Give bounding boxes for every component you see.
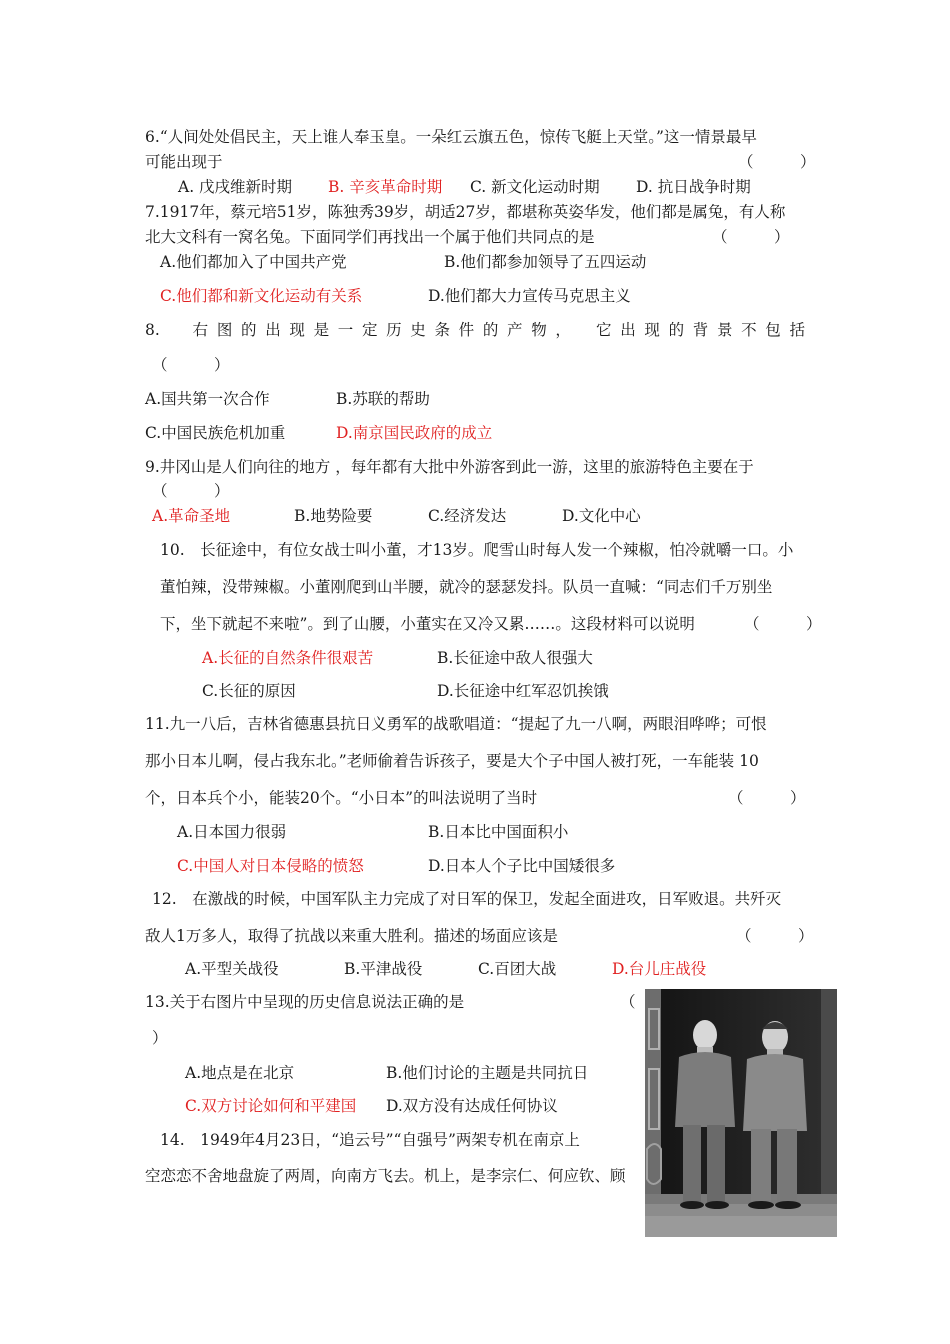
q13-option-b: B.他们讨论的主题是共同抗日 bbox=[386, 1064, 589, 1082]
q12-stem-line1: 12. 在激战的时候，中国军队主力完成了对日军的保卫，发起全面进攻，日军败退。共歼灭 bbox=[152, 890, 782, 908]
q6-option-d: D. 抗日战争时期 bbox=[636, 178, 751, 196]
q10-answer-paren: （ ） bbox=[744, 615, 822, 633]
q14-stem-line2: 空恋恋不舍地盘旋了两周，向南方飞去。机上，是李宗仁、何应钦、顾 bbox=[145, 1167, 626, 1185]
q12-option-b: B.平津战役 bbox=[344, 960, 423, 978]
q14-stem-line1: 14. 1949年4月23日，“追云号”“自强号”两架专机在南京上 bbox=[160, 1131, 580, 1149]
q8-stem-line1: 8. 右图的出现是一定历史条件的产物， 它出现的背景不包括 bbox=[145, 321, 805, 339]
q9-option-d: D.文化中心 bbox=[562, 507, 641, 525]
q11-stem-line1: 11.九一八后，吉林省德惠县抗日义勇军的战歌唱道：“提起了九一八啊，两眼泪哗哗；可恨 bbox=[145, 715, 767, 733]
q13-option-d: D.双方没有达成任何协议 bbox=[386, 1097, 558, 1115]
q11-option-a: A.日本国力很弱 bbox=[177, 823, 287, 841]
q7-option-d: D.他们都大力宣传马克思主义 bbox=[428, 287, 631, 305]
q9-option-c: C.经济发达 bbox=[428, 507, 507, 525]
q6-stem-line1: 6.“人间处处倡民主，天上谁人奉玉皇。一朵红云旗五色，惊传飞艇上天堂。”这一情景最早 bbox=[145, 128, 757, 146]
q9-answer-paren: （ ） bbox=[152, 482, 230, 500]
q10-option-d: D.长征途中红军忍饥挨饿 bbox=[437, 682, 609, 700]
q10-option-a: A.长征的自然条件很艰苦 bbox=[202, 649, 374, 667]
q13-paren-open: （ bbox=[620, 993, 636, 1011]
q13-option-c: C.双方讨论如何和平建国 bbox=[185, 1097, 357, 1115]
q12-option-c: C.百团大战 bbox=[478, 960, 557, 978]
q11-stem-line2: 那小日本儿啊，侵占我东北。”老师偷着告诉孩子，要是大个子中国人被打死，一车能装 10 bbox=[145, 752, 759, 770]
q12-option-d: D.台儿庄战役 bbox=[612, 960, 707, 978]
q10-stem-line1: 10. 长征途中，有位女战士叫小董，才13岁。爬雪山时每人发一个辣椒，怕冷就嚼一口。小 bbox=[160, 541, 794, 559]
q13-option-a: A.地点是在北京 bbox=[185, 1064, 295, 1082]
q6-option-a: A. 戊戌维新时期 bbox=[178, 178, 293, 196]
q7-stem-line1: 7.1917年，蔡元培51岁，陈独秀39岁，胡适27岁，都堪称英姿华发，他们都是属兔，有人称 bbox=[145, 203, 786, 221]
q10-option-c: C.长征的原因 bbox=[202, 682, 296, 700]
q11-option-b: B.日本比中国面积小 bbox=[428, 823, 569, 841]
q11-stem-line3: 个，日本兵个小，能装20个。“小日本”的叫法说明了当时 bbox=[145, 789, 538, 807]
q11-option-c: C.中国人对日本侵略的愤怒 bbox=[177, 857, 364, 875]
q7-option-a: A.他们都加入了中国共产党 bbox=[160, 253, 347, 271]
q10-stem-line2: 董怕辣，没带辣椒。小董刚爬到山半腰，就冷的瑟瑟发抖。队员一直喊：“同志们千万别坐 bbox=[160, 578, 773, 596]
q7-option-c: C.他们都和新文化运动有关系 bbox=[160, 287, 363, 305]
q7-stem-line2: 北大文科有一窝名兔。下面同学们再找出一个属于他们共同点的是 bbox=[145, 228, 595, 246]
q9-stem-line1: 9.井冈山是人们向往的地方 ，每年都有大批中外游客到此一游，这里的旅游特色主要在于 bbox=[145, 458, 754, 476]
q11-answer-paren: （ ） bbox=[728, 789, 806, 807]
q10-option-b: B.长征途中敌人很强大 bbox=[437, 649, 593, 667]
q7-answer-paren: （ ） bbox=[712, 228, 790, 246]
q6-option-b: B. 辛亥革命时期 bbox=[328, 178, 443, 196]
q8-option-b: B.苏联的帮助 bbox=[336, 390, 430, 408]
historical-photo bbox=[645, 989, 837, 1237]
q12-stem-line2: 敌人1万多人，取得了抗战以来重大胜利。描述的场面应该是 bbox=[145, 927, 558, 945]
q6-stem-line2: 可能出现于 bbox=[145, 153, 223, 171]
q12-option-a: A.平型关战役 bbox=[185, 960, 279, 978]
q10-stem-line3: 下，坐下就起不来啦”。到了山腰，小董实在又冷又累……。这段材料可以说明 bbox=[160, 615, 695, 633]
q7-option-b: B.他们都参加领导了五四运动 bbox=[444, 253, 647, 271]
q8-option-c: C.中国民族危机加重 bbox=[145, 424, 286, 442]
q13-paren-close: ） bbox=[152, 1029, 168, 1047]
q6-answer-paren: （ ） bbox=[738, 153, 816, 171]
q13-stem-line1: 13.关于右图片中呈现的历史信息说法正确的是 bbox=[145, 993, 465, 1011]
q11-option-d: D.日本人个子比中国矮很多 bbox=[428, 857, 616, 875]
q8-answer-paren: （ ） bbox=[152, 356, 230, 374]
q8-option-d: D.南京国民政府的成立 bbox=[336, 424, 493, 442]
q9-option-b: B.地势险要 bbox=[294, 507, 373, 525]
q12-answer-paren: （ ） bbox=[736, 927, 814, 945]
q8-option-a: A.国共第一次合作 bbox=[145, 390, 270, 408]
q6-option-c: C. 新文化运动时期 bbox=[470, 178, 600, 196]
q9-option-a: A.革命圣地 bbox=[152, 507, 231, 525]
